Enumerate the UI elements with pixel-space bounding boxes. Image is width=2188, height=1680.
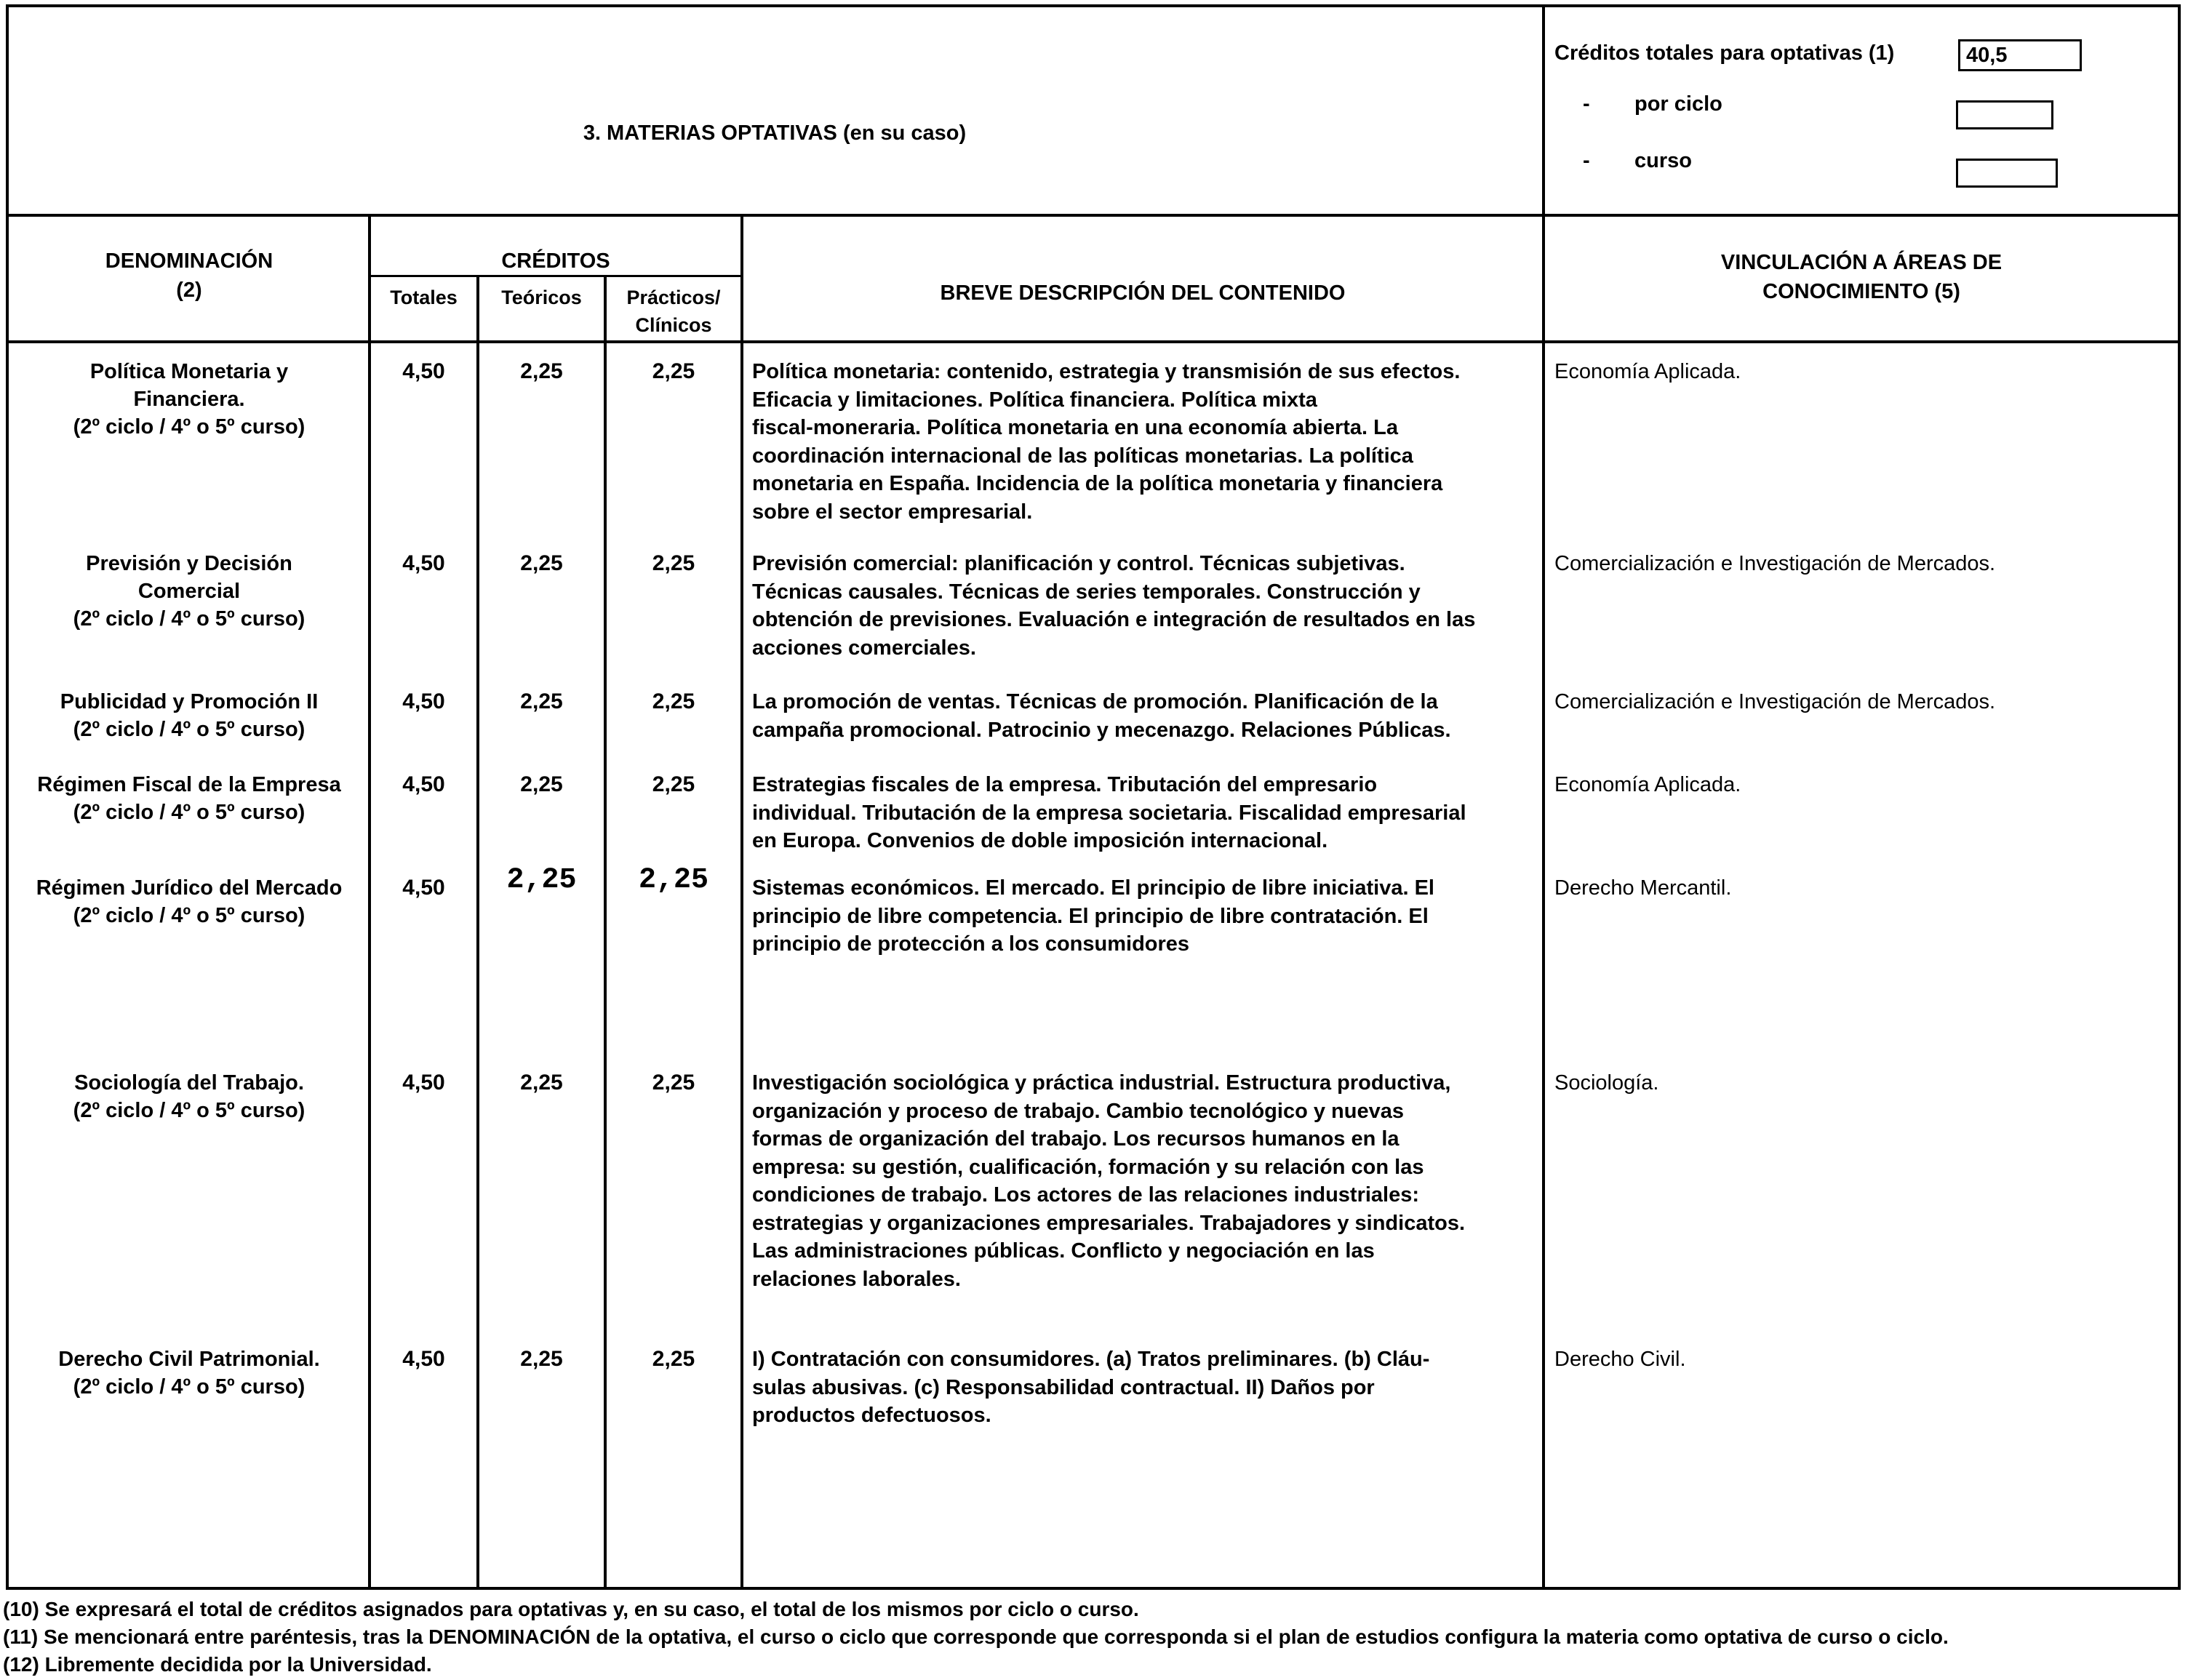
row4-area: Economía Aplicada. <box>1554 773 1741 796</box>
col-divider-2 <box>476 275 479 1590</box>
per-cycle-label: por ciclo <box>1634 92 1722 116</box>
row1-name-line2: Financiera. <box>133 388 245 411</box>
col-creditos: CRÉDITOS <box>501 249 610 273</box>
row1-description: Política monetaria: contenido, estrategia y transmisión de sus efectos. Eficacia y limitaciones. Política financiera. Política mixta fiscal-moneraria. Política monetaria en una economía abierta. La coordinación internacional de las políticas monetarias. La política monetaria en España. Incidencia de la política monetaria y financiera sobre el sector empresarial. <box>752 360 1461 524</box>
row5-teoricos: 2,25 <box>506 864 577 897</box>
row7-name-line2: (2º ciclo / 4º o 5º curso) <box>73 1375 306 1399</box>
section-title: 3. MATERIAS OPTATIVAS (en su caso) <box>583 121 967 145</box>
footnote-12: (12) Libremente decidida por la Universidad. <box>3 1653 432 1676</box>
row4-description: Estrategias fiscales de la empresa. Tributación del empresario individual. Tributación de la empresa societaria. Fiscalidad empresarial en Europa. Convenios de doble imposición internacional. <box>752 773 1466 852</box>
col-totales: Totales <box>390 287 458 308</box>
col-divider-4 <box>740 217 743 1590</box>
row7-practicos: 2,25 <box>652 1347 695 1371</box>
row3-totales: 4,50 <box>402 689 445 713</box>
row2-name-line1: Previsión y Decisión <box>86 552 292 575</box>
row2-practicos: 2,25 <box>652 551 695 575</box>
col-vinculacion-1: VINCULACIÓN A ÁREAS DE <box>1720 251 2003 274</box>
row2-totales: 4,50 <box>402 551 445 575</box>
row5-name-line1: Régimen Jurídico del Mercado <box>36 876 343 900</box>
per-course-field[interactable] <box>1956 159 2058 188</box>
row2-teoricos: 2,25 <box>520 551 563 575</box>
right-column-divider <box>1542 4 1545 1590</box>
row3-name-line2: (2º ciclo / 4º o 5º curso) <box>73 718 306 741</box>
col-practicos-2: Clínicos <box>635 314 712 336</box>
footnote-10: (10) Se expresará el total de créditos asignados para optativas y, en su caso, el total de los mismos por ciclo o curso. <box>3 1598 1139 1620</box>
row3-practicos: 2,25 <box>652 689 695 713</box>
row5-practicos: 2,25 <box>638 864 708 897</box>
row1-practicos: 2,25 <box>652 359 695 383</box>
column-header-divider <box>6 340 2181 343</box>
col-descripcion: BREVE DESCRIPCIÓN DEL CONTENIDO <box>940 281 1346 305</box>
total-credits-label: Créditos totales para optativas (1) <box>1554 41 1895 65</box>
row4-name-line2: (2º ciclo / 4º o 5º curso) <box>73 801 306 824</box>
row5-area: Derecho Mercantil. <box>1554 876 1732 900</box>
col-denominacion: DENOMINACIÓN <box>105 249 274 273</box>
row1-name-line1: Política Monetaria y <box>89 360 289 383</box>
footnote-11: (11) Se mencionará entre paréntesis, tras la DENOMINACIÓN de la optativa, el curso o ciclo que corresponde que corresponda si el plan de estudios configura la materia como optativa de curso o ciclo. <box>3 1625 1949 1648</box>
row1-teoricos: 2,25 <box>520 359 563 383</box>
row7-name-line1: Derecho Civil Patrimonial. <box>58 1348 320 1371</box>
row7-description: I) Contratación con consumidores. (a) Tratos preliminares. (b) Cláu- sulas abusivas. (c) Responsabilidad contractual. II) Daños por productos defectuosos. <box>752 1348 1430 1427</box>
row6-description: Investigación sociológica y práctica industrial. Estructura productiva, organización y proceso de trabajo. Cambio tecnológico y nuevas formas de organización del trabajo. Los recursos humanos en la empresa: su gestión, cualificación, formación y su relación con las condiciones de trabajo. Los actores de las relaciones industriales: estrategias y organizaciones empresariales. Trabajadores y sindicatos. Las administraciones públicas. Conflicto y negociación en las relaciones laborales. <box>752 1071 1466 1291</box>
col-practicos-1: Prácticos/ <box>626 287 721 308</box>
row3-description: La promoción de ventas. Técnicas de promoción. Planificación de la campaña promocional. Patrocinio y mecenazgo. Relaciones Públicas. <box>752 690 1451 742</box>
header-divider <box>6 214 2181 217</box>
per-course-label: curso <box>1634 149 1692 172</box>
dash-per-course: - <box>1583 149 1590 172</box>
dash-per-cycle: - <box>1583 92 1590 116</box>
row7-area: Derecho Civil. <box>1554 1348 1686 1371</box>
row3-teoricos: 2,25 <box>520 689 563 713</box>
row6-teoricos: 2,25 <box>520 1071 563 1095</box>
creditos-subdivider <box>368 275 742 277</box>
col-divider-3 <box>604 275 607 1590</box>
row5-description: Sistemas económicos. El mercado. El principio de libre iniciativa. El principio de libre competencia. El principio de libre contratación. El principio de protección a los consumidores <box>752 876 1434 956</box>
row1-totales: 4,50 <box>402 359 445 383</box>
row3-name-line1: Publicidad y Promoción II <box>60 690 319 713</box>
row7-teoricos: 2,25 <box>520 1347 563 1371</box>
row6-practicos: 2,25 <box>652 1071 695 1095</box>
per-cycle-field[interactable] <box>1956 100 2053 129</box>
row4-totales: 4,50 <box>402 772 445 796</box>
row2-name-line2: Comercial <box>137 580 241 603</box>
row6-name-line2: (2º ciclo / 4º o 5º curso) <box>73 1099 306 1122</box>
col-teoricos: Teóricos <box>501 287 582 308</box>
row7-totales: 4,50 <box>402 1347 445 1371</box>
col-vinculacion-2: CONOCIMIENTO (5) <box>1762 280 1960 303</box>
row6-area: Sociología. <box>1554 1071 1659 1095</box>
row4-name-line1: Régimen Fiscal de la Empresa <box>37 773 341 796</box>
row3-area: Comercialización e Investigación de Mercados. <box>1554 690 1996 713</box>
row6-name-line1: Sociología del Trabajo. <box>74 1071 304 1095</box>
row2-name-line3: (2º ciclo / 4º o 5º curso) <box>73 607 306 631</box>
row1-name-line3: (2º ciclo / 4º o 5º curso) <box>73 415 306 439</box>
row2-area: Comercialización e Investigación de Mercados. <box>1554 552 1996 575</box>
row5-name-line2: (2º ciclo / 4º o 5º curso) <box>73 904 306 927</box>
total-credits-field[interactable]: 40,5 <box>1958 39 2082 71</box>
row4-teoricos: 2,25 <box>520 772 563 796</box>
row4-practicos: 2,25 <box>652 772 695 796</box>
row2-description: Previsión comercial: planificación y control. Técnicas subjetivas. Técnicas causales. Técnicas de series temporales. Construcción y obtención de previsiones. Evaluación e integración de resultados en las acciones comerciales. <box>752 552 1476 660</box>
row1-area: Economía Aplicada. <box>1554 360 1741 383</box>
row6-totales: 4,50 <box>402 1071 445 1095</box>
col-denominacion-note: (2) <box>176 279 202 302</box>
row5-totales: 4,50 <box>402 876 445 900</box>
